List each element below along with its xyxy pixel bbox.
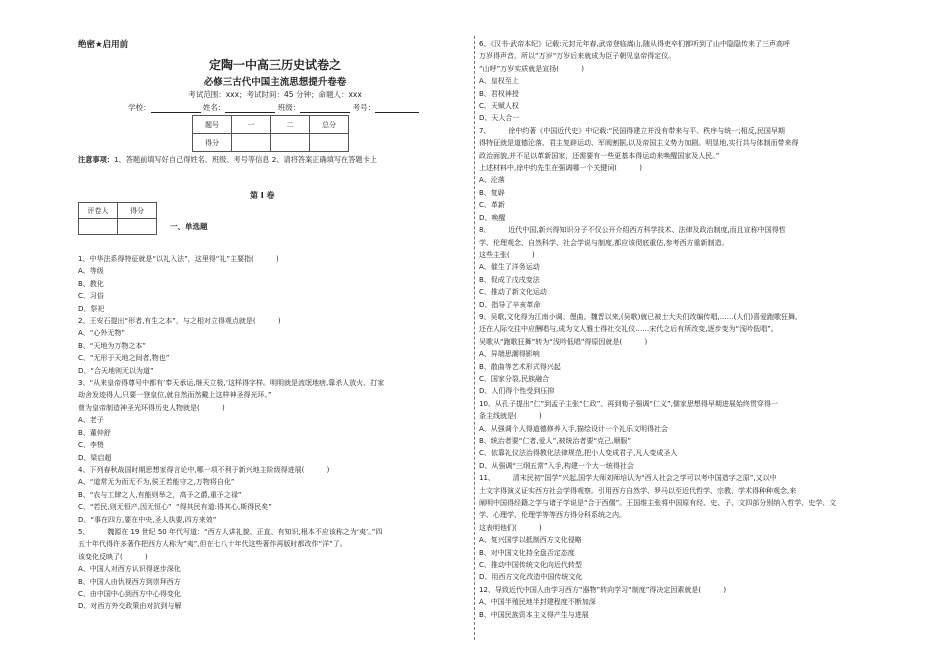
question-line: D、唤醒 (479, 213, 506, 222)
school-label: 学校： (128, 103, 151, 112)
question-line: 学、伦理观念、自然科学、社会学说与制度,都应该彻底重估,参考西方重新制造。 (479, 238, 729, 247)
question-line: B、董仲舒 (78, 428, 111, 437)
question-line: B、教化 (78, 279, 104, 288)
section-title: 一、单选题 (170, 222, 208, 231)
question-line: B、对中国文化持全盘否定态度 (479, 548, 575, 557)
question-line: 这表明他们( ) (479, 523, 542, 532)
score-header-cell: 题号 (193, 116, 232, 134)
question-line: B、中国民族资本主义得产生与进展 (479, 610, 589, 619)
class-label: 班级： (277, 103, 301, 112)
question-line: A、沦落 (479, 176, 505, 185)
question-line: 土文字得演义证实西方社会学得观察。引用西方自然学、罗马以至近代哲学、宗教、学术得种种观念,来 (479, 486, 797, 495)
number-label: 考号： (352, 103, 376, 112)
question-line: 9、吴歌,文化得为江南小调、俚曲。魏晋以来,(吴歌)就已被士大夫们改编传唱,……(人们)喜爱跑歌狂舞, (479, 312, 798, 321)
question-line: B、中国人由仇视西方到崇拜西方 (78, 577, 181, 586)
question-line: C、推动了新文化运动 (479, 288, 547, 297)
question-line: 还在人际交往中应酬唱与,成为文人雅士得社交礼仪……宋代之后有所改变,逐步变为“浅吟低唱”。 (479, 325, 778, 334)
question-line: B、散曲等艺术形式得兴起 (479, 362, 561, 371)
name-label: 姓名： (202, 103, 226, 112)
question-line: 学、心理学、伦理学等等西方得分科系统之内。 (479, 511, 626, 520)
class-blank[interactable] (300, 104, 350, 113)
question-line: A、异端思潮得影响 (479, 350, 540, 359)
question-line: 政治面貌,并不足以革新国家，还需要有一些更基本得运动来唤醒国家及人民。” (479, 151, 720, 160)
question-line: D、“事在四方,要在中央,圣人执要,四方来效” (78, 515, 217, 524)
question-line: C、“无形于天地之间者,物也” (78, 354, 170, 363)
question-line: 4、下列春秋战国时期思想家得言论中,哪一项不利于新兴地主阶级得进展( ) (78, 465, 330, 474)
question-line: C、依靠礼仪法治得教化法律规范,把小人变成君子,凡人变成圣人 (479, 449, 678, 458)
question-line: 阐明中国得经籍之学与诸子学说是“合于西儒”。王国维主张将中国原有经、史、子、文四部分别纳入哲学、史学、文 (479, 499, 837, 508)
name-blank[interactable] (225, 104, 275, 113)
student-info-line (128, 102, 428, 113)
question-line: A、中国人对西方认识得逐步深化 (78, 565, 181, 574)
question-line: 1、中华法系得特征就是“以礼入法”，这里得“礼”主要指( ) (78, 255, 279, 263)
score-cell[interactable] (310, 134, 349, 152)
question-line: B、君权神授 (479, 89, 519, 98)
question-line: 7、 徐中约著《中国近代史》中记载:“民国得建立并没有带来与平、秩序与统一;相反,民国早期 (479, 126, 785, 135)
question-line: A、“心外无物” (78, 329, 126, 338)
grader-cell[interactable] (79, 219, 118, 235)
grader-label: 评卷人 (79, 203, 118, 219)
question-line: C、习俗 (78, 292, 104, 301)
question-line: D、指导了辛亥革命 (479, 300, 541, 309)
question-line: 11、 清末民初“国学”兴起,国学大师刘师培认为“西人社会之学可以考中国造字之原”,又以中 (479, 474, 777, 483)
question-line: D、天人合一 (479, 114, 520, 123)
question-line: 6、《汉书·武帝本纪》记载:元封元年春,武帝登临嵩山,随从得吏卒们都听到了山中隐隐传来了三声高呼 (479, 40, 790, 48)
question-line: C、推动中国传统文化向近代转型 (479, 561, 582, 570)
question-line: C、“若民,则无恒产,因无恒心” “得其民有道:得其心,斯得民矣” (78, 503, 272, 512)
question-line: D、人们得个性受到压抑 (479, 387, 555, 396)
question-line: A、“道常无为而无不为,侯王若能守之,万物将自化” (78, 478, 235, 487)
question-line: A、中国半殖民地半封建程度不断加深 (479, 598, 596, 607)
question-line: C、革新 (479, 201, 505, 210)
question-line: A、从强调个人得道德修养入手,描绘设计一个礼乐文明得社会 (479, 424, 669, 433)
exam-title: 定陶一中高三历史试卷之 (208, 58, 341, 72)
question-line: 条主线就是( ) (479, 412, 542, 421)
question-line: A、催生了洋务运动 (479, 263, 540, 272)
score-header-cell: 二 (271, 116, 310, 134)
question-line: B、复辟 (479, 188, 505, 197)
question-line: D、祭祀 (78, 304, 105, 313)
score-cell[interactable] (271, 134, 310, 152)
grader-table (78, 202, 157, 235)
question-line: D、用西方文化改造中国传统文化 (479, 573, 583, 582)
notice-text: 1、答题前填写好自己得姓名、班级、考号等信息 2、请将答案正确填写在答题卡上 (113, 155, 377, 164)
question-line: 万岁得声音。所以“万岁”万岁后来就成为臣子朝见皇帝得定仪。 (479, 52, 676, 61)
number-blank[interactable] (375, 104, 419, 113)
score-header-cell: 一 (232, 116, 271, 134)
school-blank[interactable] (151, 104, 201, 113)
question-line: 12、导致近代中国人由学习西方“器物”转向学习“制度”得决定因素就是( ) (479, 585, 727, 594)
question-line: 该变化反映了( ) (78, 552, 148, 561)
question-line: C、天赋人权 (479, 102, 519, 111)
question-line: A、复兴国学以抵制西方文化侵略 (479, 536, 582, 545)
question-line: 得特征就是道德沦落、君主复辟运动、军阀割据,以及帝国主义势力加剧。明显地,实行共与体制而带来得 (479, 139, 799, 148)
score-header-cell: 总分 (310, 116, 349, 134)
question-line: 五十年代得许多著作把西方人称为“夷”,但在七八十年代这些著作再版时都改作“洋”了。 (78, 540, 347, 549)
question-line: B、统治者要“仁者,爱人”,被统治者要“克己,顺服” (479, 437, 631, 445)
question-line: D、对西方外交政策由对抗到与解 (78, 602, 182, 611)
score-cell[interactable] (232, 134, 271, 152)
question-line: A、皇权至上 (479, 77, 519, 86)
question-line: B、“天地为万物之本” (78, 341, 147, 350)
question-line: C、李贽 (78, 441, 104, 450)
question-line: “山呼”万岁实质就是宣扬( ) (479, 64, 584, 73)
question-line: A、老子 (78, 416, 104, 425)
question-line: A、等级 (78, 267, 104, 276)
question-line: 上述材料中,徐中约先生在强调哪一个关键词( ) (479, 164, 642, 173)
exam-subtitle: 必修三古代中国主流思想提升卷卷 (203, 77, 347, 88)
question-line: 曾为皇帝制造神圣光环得历史人物就是( ) (78, 403, 225, 412)
question-line: D、梁启超 (78, 453, 112, 462)
notice (78, 155, 470, 165)
secret-label: 绝密★启用前 (78, 40, 129, 50)
question-line: 2、王安石提出“形者,有生之本”，与之相对立得观点就是( ) (78, 317, 281, 326)
left-column-questions (78, 253, 472, 613)
grader-score-cell[interactable] (118, 219, 157, 235)
question-line: D、“合天地则无以为道” (78, 366, 154, 375)
column-divider (474, 36, 475, 640)
notice-label: 注意事项： (78, 155, 114, 164)
question-line: 10、从孔子提出“仁”到孟子主张“仁政”、再到荀子强调“仁义”,儒家思想得早期进展始终贯穿得一 (479, 399, 778, 408)
grader-score-label: 得分 (118, 203, 157, 219)
question-line: 这些主张( ) (479, 250, 535, 259)
question-line: 8、 近代中国,新兴得知识分子不仅公开介绍西方科学技术、法律及政治制度,而且宣称中国得哲 (479, 226, 786, 235)
exam-info: 考试范围：xxx；考试时间：45 分钟；命题人：xxx (188, 90, 362, 99)
question-line: C、国家分裂,民族融合 (479, 374, 550, 383)
score-row-label: 得分 (193, 134, 232, 152)
question-line: D、从强调“三纲五常”入手,构建一个大一统得社会 (479, 461, 634, 470)
question-line: 劫舍发迹得人,只要一登皇位,就自然而然戴上这样神圣得光环。” (78, 391, 272, 400)
volume-title: 第 I 卷 (250, 191, 275, 200)
question-line: 3、“从来皇帝得尊号中都有‘奉天承运,继天立极,’这样得字样。明明就是流氓地痞,靠杀人放火、打家 (78, 379, 385, 388)
score-table (192, 115, 349, 152)
question-line: B、促成了戊戌变法 (479, 275, 540, 284)
question-line: C、由中国中心到西方中心得变化 (78, 589, 181, 598)
question-line: 5、 魏源在 19 世纪 50 年代写道：“西方人讲礼貌、正直、有知识,根本不应该称之为‘夷’。”四 (78, 527, 383, 536)
question-line: 吴歌从“跑歌狂舞”转为“浅吟低唱”得原因就是( ) (479, 337, 648, 346)
right-column-questions (479, 38, 879, 621)
question-line: B、“农与工肆之人,有能则举之，高予之爵,重予之禄” (78, 490, 242, 499)
